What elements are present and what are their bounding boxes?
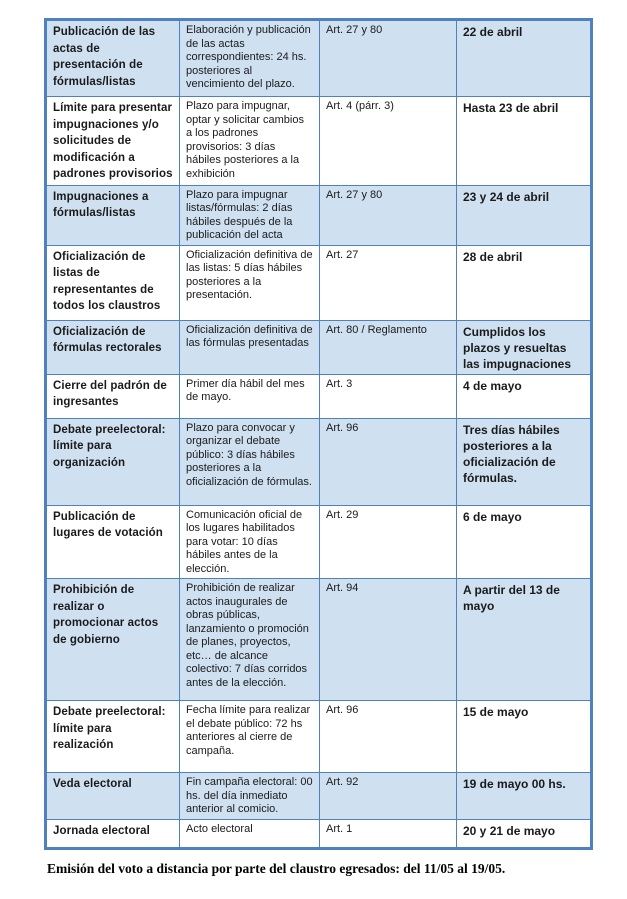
event-description-cell: Primer día hábil del mes de mayo. (180, 374, 320, 418)
event-description-cell: Plazo para impugnar, optar y solicitar cambios a los padrones provisorios: 3 días hábiles posteriores a la exhibición (180, 97, 320, 186)
event-date-cell: Tres días hábiles posteriores a la oficialización de fórmulas. (457, 418, 592, 505)
article-reference-cell: Art. 96 (320, 418, 457, 505)
event-description-cell: Fin campaña electoral: 00 hs. del día inmediato anterior al comicio. (180, 773, 320, 820)
event-date-cell: 6 de mayo (457, 505, 592, 579)
event-date-cell: 15 de mayo (457, 701, 592, 773)
event-description-cell: Prohibición de realizar actos inaugurales de obras públicas, lanzamiento o promoción de planes, proyectos, etc… de alcance colectivo: 7 días corridos antes de la elección. (180, 579, 320, 701)
article-reference-cell: Art. 4 (párr. 3) (320, 97, 457, 186)
event-description-cell: Acto electoral (180, 819, 320, 848)
table-row (46, 773, 592, 820)
event-description-cell: Oficialización definitiva de las fórmulas presentadas (180, 320, 320, 374)
table-row (46, 185, 592, 245)
event-description-cell: Plazo para convocar y organizar el debate público: 3 días hábiles posteriores a la oficialización de fórmulas. (180, 418, 320, 505)
event-title-cell: Oficialización de fórmulas rectorales (46, 320, 180, 374)
event-date-cell: A partir del 13 de mayo (457, 579, 592, 701)
event-title-cell: Debate preelectoral: límite para realización (46, 701, 180, 773)
article-reference-cell: Art. 80 / Reglamento (320, 320, 457, 374)
table-row (46, 97, 592, 186)
table-row (46, 374, 592, 418)
table-row (46, 505, 592, 579)
event-title-cell: Impugnaciones a fórmulas/listas (46, 185, 180, 245)
event-description-cell: Elaboración y publicación de las actas correspondientes: 24 hs. posteriores al vencimiento del plazo. (180, 20, 320, 97)
event-date-cell: 22 de abril (457, 20, 592, 97)
event-title-cell: Límite para presentar impugnaciones y/o solicitudes de modificación a padrones provisorios (46, 97, 180, 186)
article-reference-cell: Art. 27 y 80 (320, 185, 457, 245)
article-reference-cell: Art. 27 y 80 (320, 20, 457, 97)
event-description-cell: Fecha límite para realizar el debate público: 72 hs anteriores al cierre de campaña. (180, 701, 320, 773)
event-title-cell: Debate preelectoral: límite para organización (46, 418, 180, 505)
event-title-cell: Oficialización de listas de representantes de todos los claustros (46, 245, 180, 320)
event-date-cell: 4 de mayo (457, 374, 592, 418)
table-row (46, 245, 592, 320)
event-date-cell: Hasta 23 de abril (457, 97, 592, 186)
table-row (46, 20, 592, 97)
event-title-cell: Prohibición de realizar o promocionar actos de gobierno (46, 579, 180, 701)
article-reference-cell: Art. 96 (320, 701, 457, 773)
article-reference-cell: Art. 3 (320, 374, 457, 418)
electoral-calendar-table (44, 18, 593, 850)
event-description-cell: Oficialización definitiva de las listas: 5 días hábiles posteriores a la presentación. (180, 245, 320, 320)
article-reference-cell: Art. 1 (320, 819, 457, 848)
event-date-cell: 20 y 21 de mayo (457, 819, 592, 848)
article-reference-cell: Art. 92 (320, 773, 457, 820)
event-title-cell: Publicación de las actas de presentación de fórmulas/listas (46, 20, 180, 97)
article-reference-cell: Art. 29 (320, 505, 457, 579)
footer-note: Emisión del voto a distancia por parte del claustro egresados: del 11/05 al 19/05. (47, 860, 506, 876)
table-row (46, 819, 592, 848)
event-title-cell: Jornada electoral (46, 819, 180, 848)
event-date-cell: 19 de mayo 00 hs. (457, 773, 592, 820)
event-title-cell: Publicación de lugares de votación (46, 505, 180, 579)
event-description-cell: Comunicación oficial de los lugares habilitados para votar: 10 días hábiles antes de la elección. (180, 505, 320, 579)
table-row (46, 418, 592, 505)
table-row (46, 579, 592, 701)
event-date-cell: 23 y 24 de abril (457, 185, 592, 245)
event-title-cell: Veda electoral (46, 773, 180, 820)
table-row (46, 320, 592, 374)
table-row (46, 701, 592, 773)
article-reference-cell: Art. 27 (320, 245, 457, 320)
event-date-cell: Cumplidos los plazos y resueltas las impugnaciones (457, 320, 592, 374)
article-reference-cell: Art. 94 (320, 579, 457, 701)
event-title-cell: Cierre del padrón de ingresantes (46, 374, 180, 418)
event-date-cell: 28 de abril (457, 245, 592, 320)
event-description-cell: Plazo para impugnar listas/fórmulas: 2 días hábiles después de la publicación del acta (180, 185, 320, 245)
